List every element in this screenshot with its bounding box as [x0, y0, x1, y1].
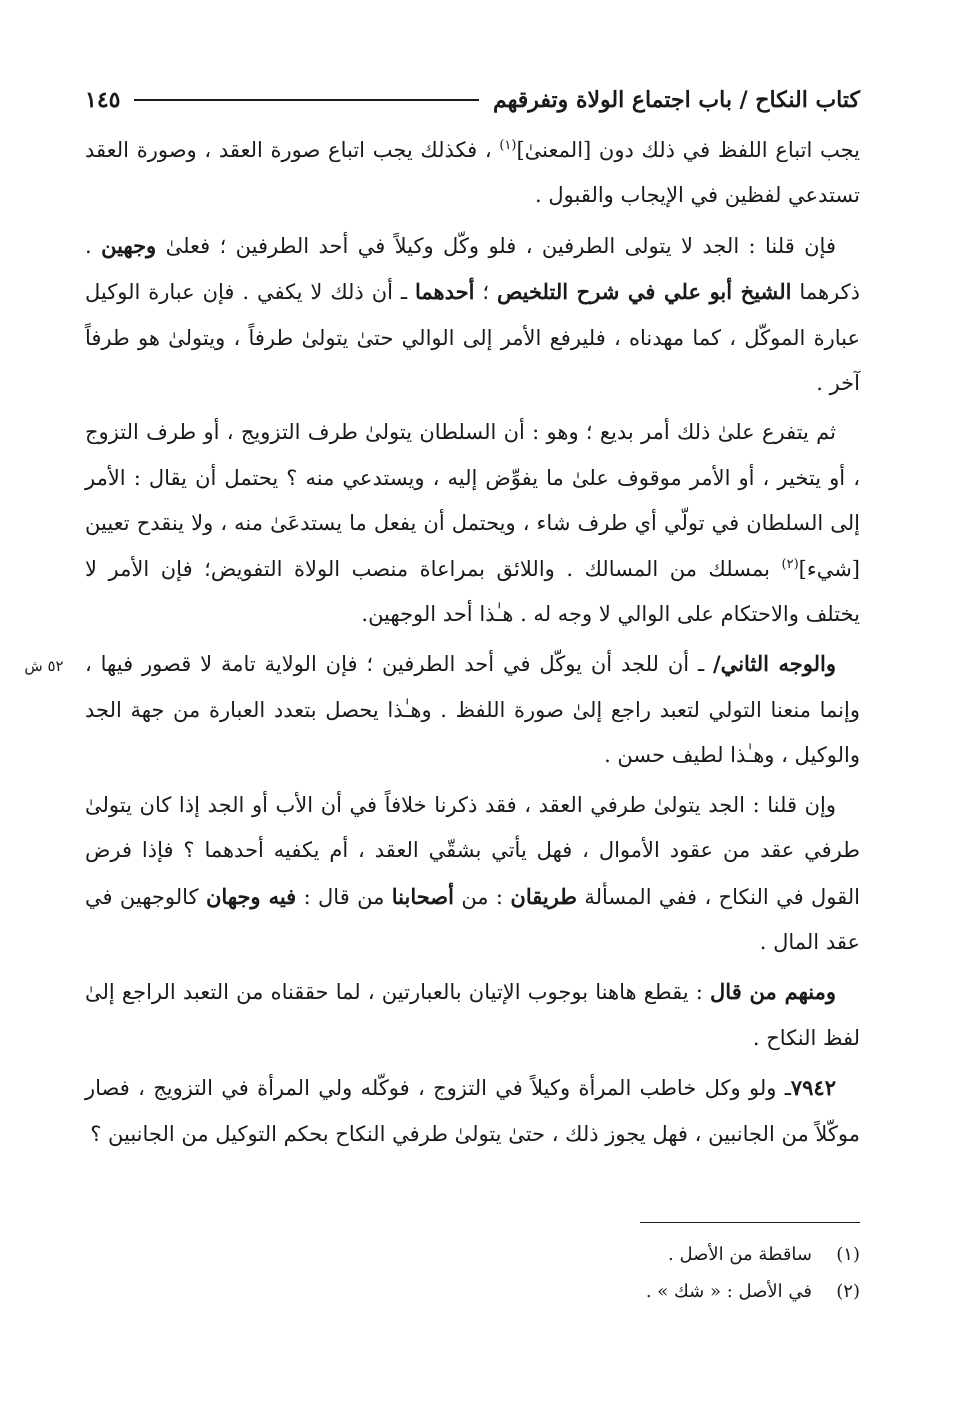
running-header [85, 80, 860, 120]
margin-manuscript-ref: ٥٢ ش [24, 657, 64, 675]
footnotes [420, 1236, 860, 1310]
footnote-1: (١)ساقطة من الأصل . [668, 1244, 860, 1265]
footnote-rule [640, 1222, 860, 1223]
paragraph-7: ٧٩٤٢ـ ولو وكل خاطب المرأة وكيلاً في التزوج ، فوكّله ولي المرأة في التزويج ، فصار موكّلاً من الجانبين ، فهل يجوز ذلك ، حتىٰ يتولىٰ طرفي النكاح بحكم التوكيل من الجانبين ؟ [85, 1075, 860, 1146]
footnote-ref-2: (٢) [781, 556, 799, 572]
section-number: ٧٩٤٢ [790, 1075, 836, 1101]
footnote-2: (٢)في الأصل : « شك » . [645, 1281, 860, 1302]
main-text [85, 128, 860, 1161]
paragraph-5: وإن قلنا : الجد يتولىٰ طرفي العقد ، فقد ذكرنا خلافاً في أن الأب أو الجد إذا كان يتولىٰ طرفي عقد من عقود الأموال ، فهل يأتي بشقّي العقد ، أم يكفيه أحدهما ؟ فإذا فرض القول في النكاح ، ففي المسألة طريقان : من أصحابنا من قال : فيه وجهان كالوجهين في عقد المال . [85, 792, 860, 954]
paragraph-4: والوجه الثاني/ ـ أن للجد أن يوكّل في أحد الطرفين ؛ فإن الولاية تامة لا قصور فيها ، وإنما منعنا التولي لتعبد راجع إلىٰ صورة اللفظ . وهـٰذا يحصل بتعدد العبارة من جهة الجد والوكيل ، وهـٰذا لطيف حسن . [85, 651, 860, 768]
footnote-ref-1: (١) [499, 138, 517, 153]
running-title: كتاب النكاح / باب اجتماع الولاة وتفرقهم [492, 87, 860, 113]
paragraph-1: يجب اتباع اللفظ في ذلك دون [المعنىٰ]$^{(١)}$ ، فكذلك يجب اتباع صورة العقد ، وصورة العقد تستدعي لفظين في الإيجاب والقبول . [85, 138, 860, 208]
paragraph-3: ثم يتفرع علىٰ ذلك أمر بديع ؛ وهو : أن السلطان يتولىٰ طرف التزويج ، أو طرف التزوج ، أو يتخير ، أو الأمر موقوف علىٰ ما يفوِّض إليه ، ويستدعي منه ؟ يحتمل أن يقال : الأمر إلى السلطان في تولّي أي طرف شاء ، ويحتمل أن يفعل ما يستدعَىٰ منه ، ولا ينقدح تعيين [شيء]$^{(٢)}$ بمسلك من المسالك . واللائق بمراعاة منصب الولاة التفويض؛ فإن الأمر لا يختلف والاحتكام على الوالي لا وجه له . هـٰذا أحد الوجهين. [85, 420, 860, 627]
header-rule [134, 99, 479, 101]
page-number: ١٤٥ [85, 87, 121, 113]
paragraph-6: ومنهم من قال : يقطع هاهنا بوجوب الإتيان بالعبارتين ، لما حققناه من التعبد الراجع إلىٰ لفظ النكاح . [85, 979, 860, 1050]
paragraph-2: فإن قلنا : الجد لا يتولى الطرفين ، فلو وكّل وكيلاً في أحد الطرفين ؛ فعلىٰ وجهين . ذكرهما الشيخ أبو علي في شرح التلخيص ؛ أحدهما ـ أن ذلك لا يكفي . فإن عبارة الوكيل عبارة الموكّل ، كما مهدناه ، فليرفع الأمر إلى الوالي حتىٰ يتولىٰ طرفاً ، ويتولىٰ هو طرفاً آخر . [85, 232, 860, 396]
